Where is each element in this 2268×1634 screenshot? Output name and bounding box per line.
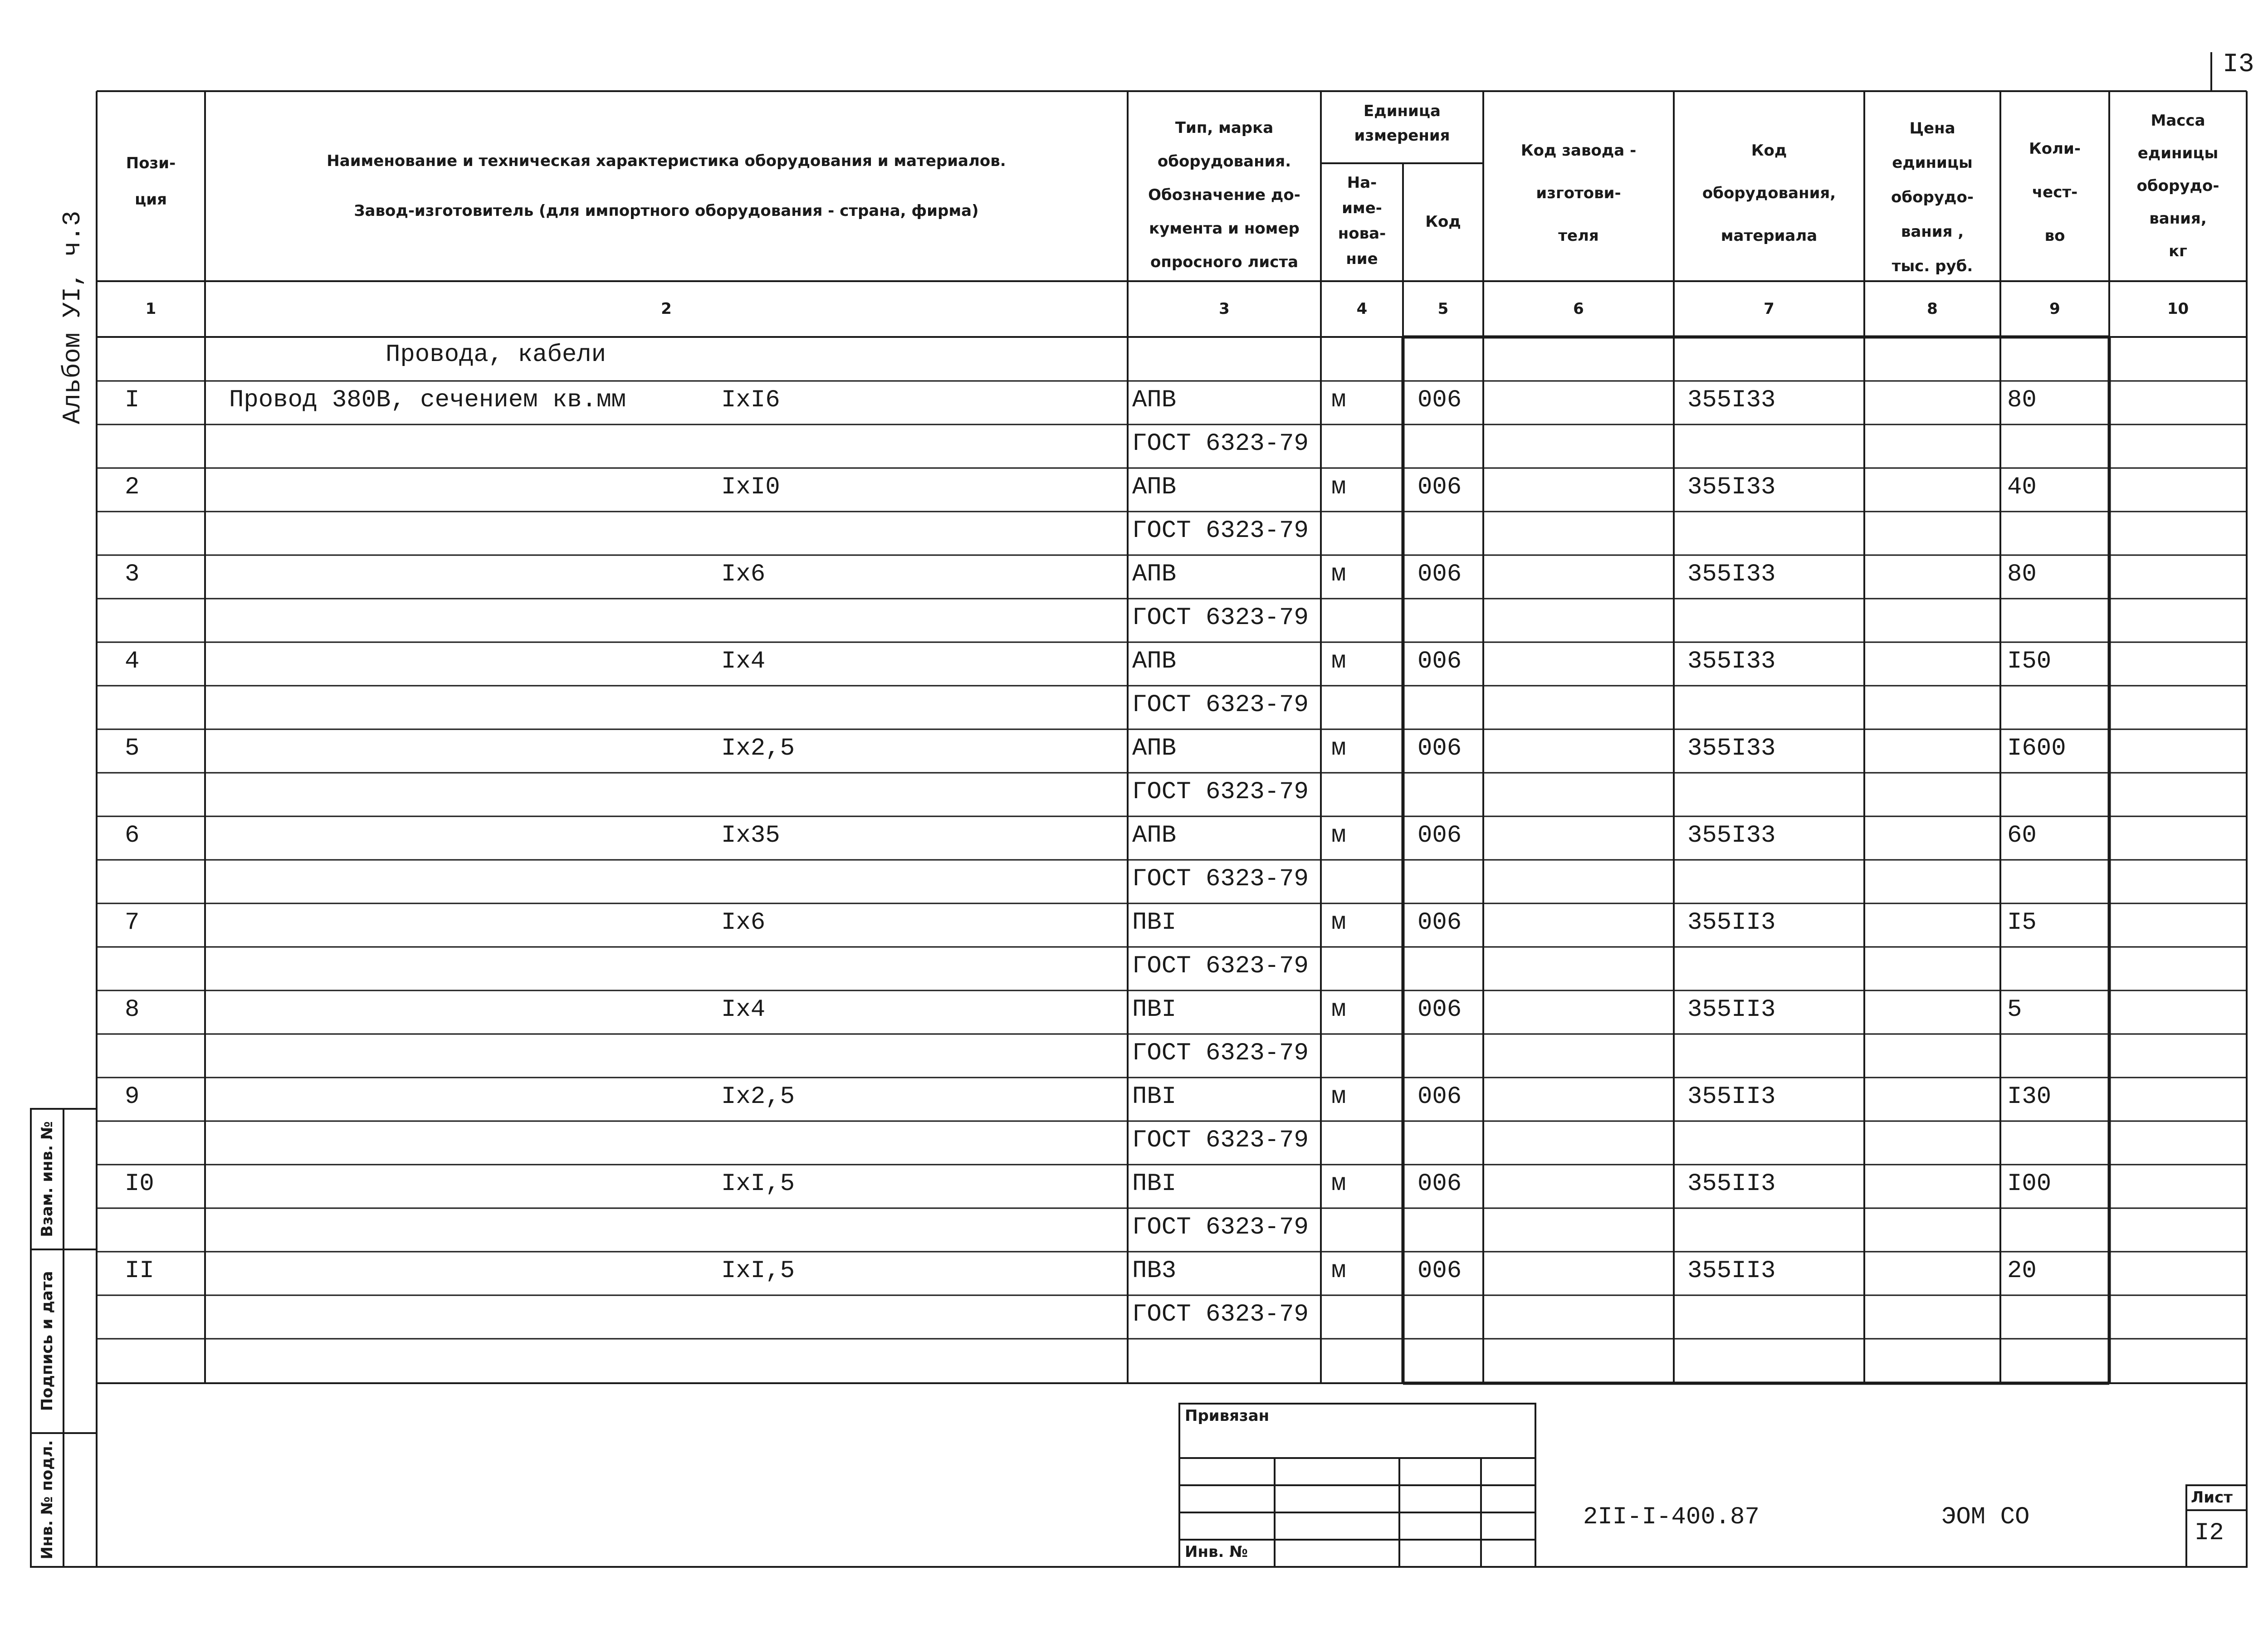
row-position: II [125,1257,154,1285]
row-equipment-code: 355I33 [1687,822,1776,849]
stamp-doc-suffix: ЭОМ СО [1941,1503,2030,1531]
row-cross-section: IxI,5 [721,1257,795,1285]
row-equipment-code: 355I33 [1687,648,1776,675]
row-standard-doc: ГОСТ 6323-79 [1132,1039,1309,1067]
header-col9: Коли- чест- во [2029,140,2081,245]
colnum-6: 6 [1573,300,1584,318]
row-equipment-code: 355II3 [1687,1170,1776,1198]
colnum-1: 1 [145,300,156,318]
row-cross-section: IxI6 [721,386,780,414]
stamp-sheet-label: Лист [2191,1488,2233,1507]
row-position: 9 [125,1083,140,1111]
row-position: 5 [125,735,140,762]
row-equipment-code: 355I33 [1687,735,1776,762]
row-type-mark: ПВI [1132,996,1177,1024]
header-col3: Тип, марка оборудования. Обозначение до- кумента и номер опросного листа [1148,119,1300,271]
row-standard-doc: ГОСТ 6323-79 [1132,778,1309,806]
row-unit-code: 006 [1418,561,1462,588]
row-quantity: 5 [2007,996,2022,1024]
row-type-mark: АПВ [1132,735,1177,762]
row-equipment-code: 355II3 [1687,996,1776,1024]
row-cross-section: Ix35 [721,822,780,849]
row-standard-doc: ГОСТ 6323-79 [1132,517,1309,545]
colnum-8: 8 [1927,300,1938,318]
header-unit-group: Единица измерения [1354,102,1450,145]
row-quantity: 40 [2007,473,2037,501]
row-unit-code: 006 [1418,1257,1462,1285]
row-type-mark: ПВI [1132,909,1177,937]
corner-sheet-number: I3 [2223,50,2254,79]
row-cross-section: Ix4 [721,996,766,1024]
row-unit-name: м [1331,561,1346,588]
row-unit-code: 006 [1418,996,1462,1024]
side-label-inv-podl: Инв. № подл. [38,1440,56,1560]
row-position: 4 [125,648,140,675]
row-quantity: I30 [2007,1083,2052,1111]
row-unit-code: 006 [1418,1170,1462,1198]
row-unit-code: 006 [1418,386,1462,414]
row-cross-section: Ix2,5 [721,735,795,762]
row-standard-doc: ГОСТ 6323-79 [1132,691,1309,719]
row-position: 3 [125,561,140,588]
row-type-mark: АПВ [1132,386,1177,414]
side-label-signature-date: Подпись и дата [38,1271,56,1411]
colnum-4: 4 [1356,300,1368,318]
row-position: I [125,386,140,414]
row-unit-code: 006 [1418,909,1462,937]
row-cross-section: Ix6 [721,561,766,588]
row-type-mark: АПВ [1132,822,1177,849]
row-unit-name: м [1331,648,1346,675]
row-standard-doc: ГОСТ 6323-79 [1132,430,1309,458]
row-equipment-code: 355I33 [1687,386,1776,414]
row-type-mark: ПВ3 [1132,1257,1177,1285]
row-position: 2 [125,473,140,501]
row-position: 6 [125,822,140,849]
row-cross-section: IxI0 [721,473,780,501]
row-quantity: 80 [2007,561,2037,588]
row-unit-code: 006 [1418,473,1462,501]
row-standard-doc: ГОСТ 6323-79 [1132,952,1309,980]
header-col1: Пози- ция [126,154,176,209]
row-standard-doc: ГОСТ 6323-79 [1132,1301,1309,1328]
row-equipment-code: 355II3 [1687,1083,1776,1111]
row-quantity: 20 [2007,1257,2037,1285]
row-equipment-code: 355I33 [1687,473,1776,501]
row-standard-doc: ГОСТ 6323-79 [1132,865,1309,893]
row-position: 8 [125,996,140,1024]
header-col10: Масса единицы оборудо- вания, кг [2136,112,2219,260]
row-quantity: I00 [2007,1170,2052,1198]
colnum-2: 2 [661,300,672,318]
row-unit-name: м [1331,909,1346,937]
row-standard-doc: ГОСТ 6323-79 [1132,1127,1309,1154]
stamp-doc-code: 2II-I-400.87 [1583,1503,1760,1531]
row-type-mark: ПВI [1132,1083,1177,1111]
row-unit-name: м [1331,996,1346,1024]
colnum-9: 9 [2049,300,2060,318]
row-type-mark: АПВ [1132,561,1177,588]
row-type-mark: ПВI [1132,1170,1177,1198]
row-type-mark: АПВ [1132,648,1177,675]
row-quantity: I5 [2007,909,2037,937]
row-unit-code: 006 [1418,1083,1462,1111]
side-label-vzam-inv: Взам. инв. № [38,1121,56,1237]
row-equipment-code: 355II3 [1687,909,1776,937]
row-cross-section: IxI,5 [721,1170,795,1198]
row-unit-code: 006 [1418,735,1462,762]
row-unit-code: 006 [1418,648,1462,675]
row-quantity: 80 [2007,386,2037,414]
row-unit-name: м [1331,1083,1346,1111]
row-quantity: 60 [2007,822,2037,849]
row-position: I0 [125,1170,154,1198]
row-unit-code: 006 [1418,822,1462,849]
header-col5: Код [1425,213,1461,231]
row-cross-section: Ix4 [721,648,766,675]
row-equipment-code: 355II3 [1687,1257,1776,1285]
row-unit-name: м [1331,473,1346,501]
row-equipment-code: 355I33 [1687,561,1776,588]
colnum-5: 5 [1437,300,1449,318]
colnum-3: 3 [1219,300,1230,318]
stamp-inv-no: Инв. № [1185,1543,1248,1561]
colnum-10: 10 [2167,300,2189,318]
row-unit-name: м [1331,822,1346,849]
row-unit-name: м [1331,1170,1346,1198]
stamp-sheet-number: I2 [2195,1519,2224,1547]
header-col8: Цена единицы оборудо- вания , тыс. руб. [1891,119,1974,275]
row-unit-name: м [1331,386,1346,414]
section-title: Провода, кабели [386,341,606,369]
row-standard-doc: ГОСТ 6323-79 [1132,604,1309,632]
colnum-7: 7 [1764,300,1774,318]
header-col6: Код завода - изготови- теля [1520,141,1637,245]
row-type-mark: АПВ [1132,473,1177,501]
row-cross-section: Ix2,5 [721,1083,795,1111]
album-label: Альбом УI, ч.3 [58,210,87,424]
header-col2: Наименование и техническая характеристика оборудования и материалов. Завод-изготовитель (для импортного оборудования - страна, фирма) [327,152,1006,220]
row-unit-name: м [1331,1257,1346,1285]
row-unit-name: м [1331,735,1346,762]
row-position: 7 [125,909,140,937]
header-col7: Код оборудования, материала [1702,141,1836,245]
row-quantity: I50 [2007,648,2052,675]
stamp-privyazan: Привязан [1185,1407,1270,1425]
row-cross-section: Ix6 [721,909,766,937]
first-item-name: Провод 380В, сечением кв.мм [229,386,626,414]
header-col4: На- име- нова- ние [1338,174,1386,268]
row-quantity: I600 [2007,735,2066,762]
row-standard-doc: ГОСТ 6323-79 [1132,1214,1309,1241]
